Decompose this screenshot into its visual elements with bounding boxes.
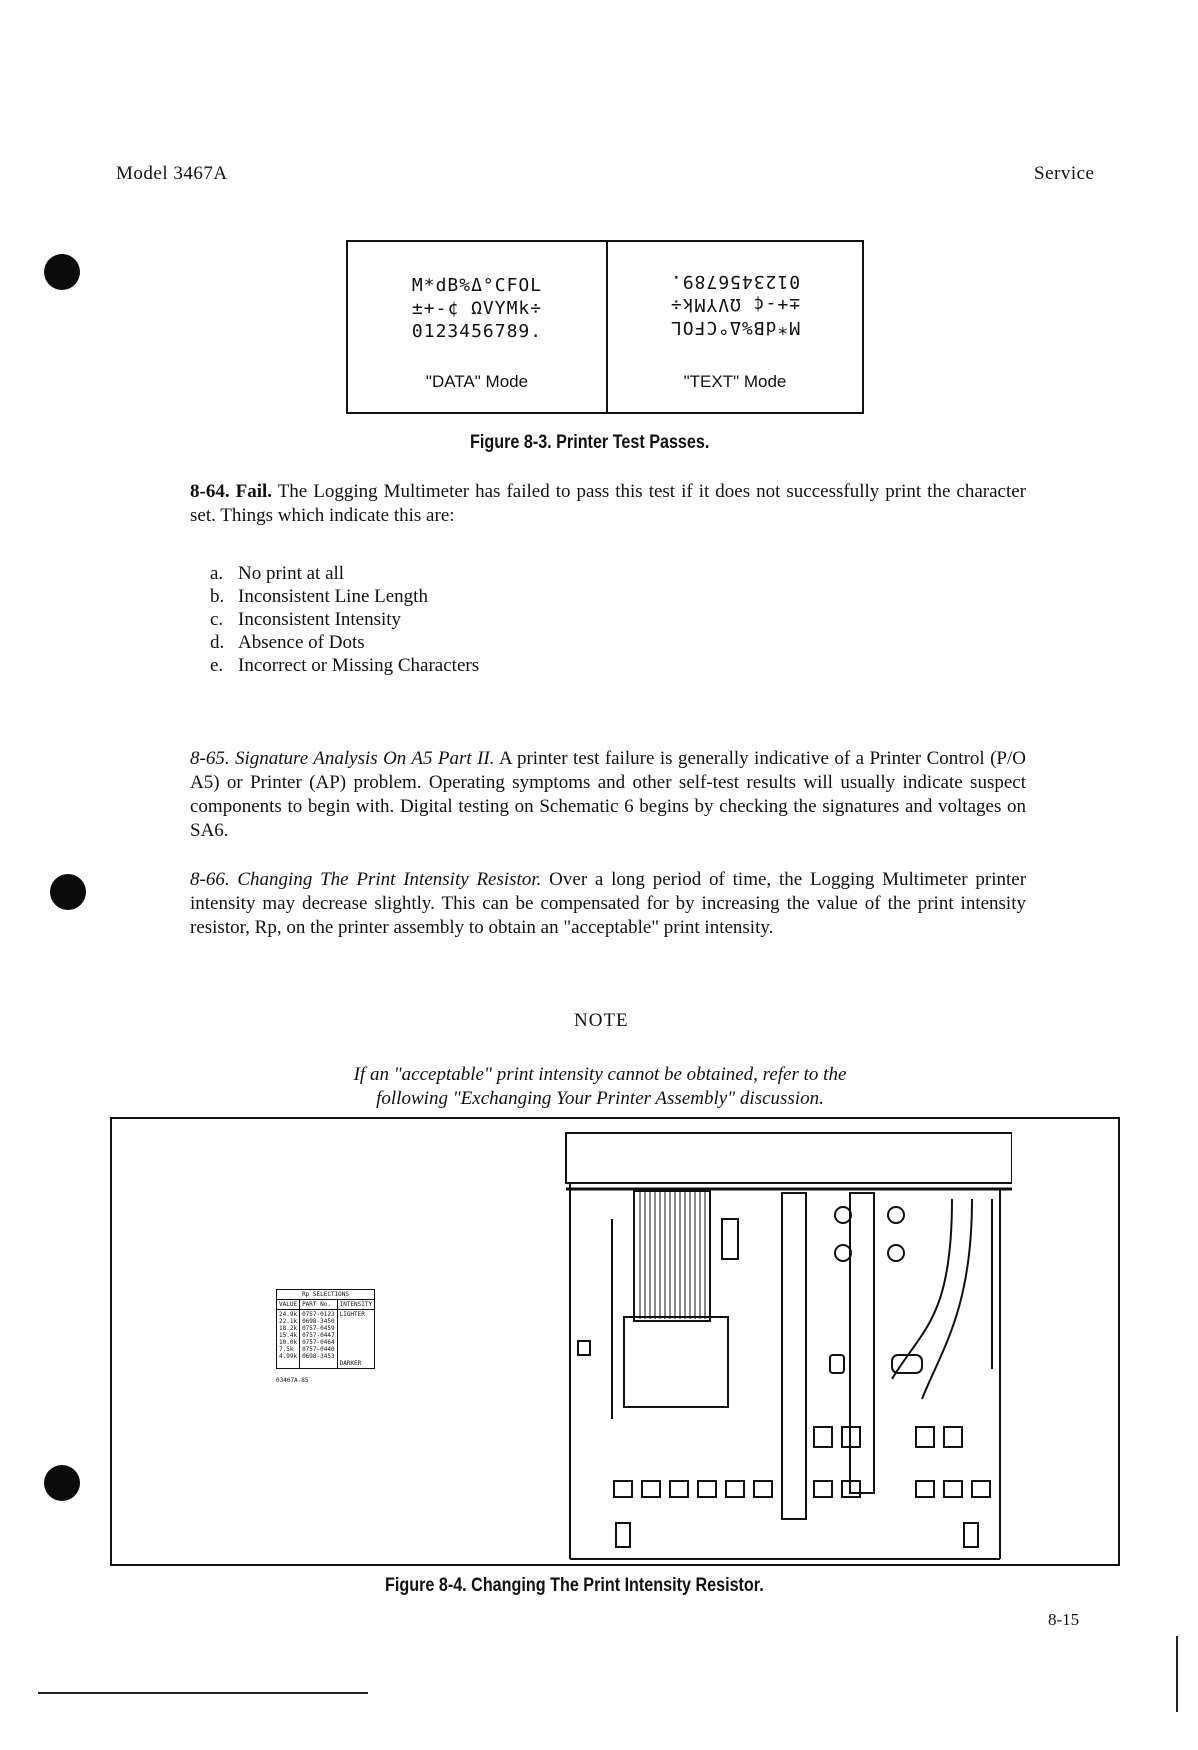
- paragraph-8-66: 8-66. Changing The Print Intensity Resistor. Over a long period of time, the Logging Multimeter printer intensity may decrease slightly. This can be compensated for by increasing the value of the print intensity resistor, Rp, on the printer assembly to obtain an "acceptable" print intensity.: [190, 869, 1027, 938]
- list-item: b. Inconsistent Line Length: [210, 586, 428, 607]
- binder-hole-bottom: [44, 1465, 80, 1501]
- paragraph-8-65: 8-65. Signature Analysis On A5 Part II. A printer test failure is generally indicative of a Printer Control (P/O A5) or Printer (AP) problem. Operating symptoms and other self-test results will usually indicate suspect components to begin with. Digital testing on Schematic 6 begins by checking the signatures and voltages on SA6.: [190, 748, 1026, 841]
- header-section: Service: [1034, 163, 1095, 184]
- binder-hole-top: [44, 254, 80, 290]
- page-number: 8-15: [1048, 1610, 1080, 1629]
- fail-indicator-list: [210, 562, 479, 677]
- table-header: INTENSITY: [337, 1300, 375, 1310]
- table-title: Rp SELECTIONS: [277, 1290, 375, 1300]
- rp-selection-table: [276, 1289, 375, 1384]
- binder-hole-middle: [50, 874, 86, 910]
- figure-reference-number: 03467A-85: [276, 1377, 309, 1384]
- text-mode-label: "TEXT" Mode: [683, 372, 787, 391]
- figure-8-4-printer-assembly: [110, 1117, 1120, 1566]
- scan-artifact-edge: [1176, 1636, 1178, 1712]
- data-mode-panel: [348, 242, 608, 412]
- paragraph-8-64: 8-64. Fail. The Logging Multimeter has failed to pass this test if it does not successfully print the character set. Things which indicate this are:: [190, 481, 1026, 526]
- header-model: Model 3467A: [116, 163, 228, 184]
- figure-8-3-printer-test: [346, 240, 864, 414]
- printer-assembly-drawing: [452, 1119, 1012, 1564]
- table-row: 24.9k 22.1k 18.2k 15.4k 10.0k 7.5k 4.99k 0757-0123 0698-3450 0757-0459 0757-0447 0757-0464 0757-0440 0698-3453 LIGHTER DARKER: [277, 1310, 375, 1369]
- text-mode-panel: [608, 242, 862, 412]
- data-mode-label: "DATA" Mode: [425, 372, 529, 391]
- figure-8-4-caption: Figure 8-4. Changing The Print Intensity Resistor.: [385, 1575, 764, 1596]
- scan-artifact-line: [38, 1692, 368, 1694]
- text-mode-characters: M*dB%Δ°CFOL ±+-¢ ΩVYMk÷ 0123456789.: [669, 271, 801, 338]
- list-item: d. Absence of Dots: [210, 632, 365, 653]
- data-mode-characters: M*dB%Δ°CFOL ±+-¢ ΩVYMk÷ 0123456789.: [411, 275, 543, 342]
- note-heading: NOTE: [574, 1010, 629, 1031]
- table-header: PART No.: [300, 1300, 338, 1310]
- table-header: VALUE: [277, 1300, 300, 1310]
- list-item: e. Incorrect or Missing Characters: [210, 655, 480, 676]
- list-item: a. No print at all: [210, 563, 345, 584]
- list-item: c. Inconsistent Intensity: [210, 609, 402, 630]
- figure-8-3-caption: Figure 8-3. Printer Test Passes.: [470, 432, 710, 453]
- note-body: If an "acceptable" print intensity cannot be obtained, refer to the following "Exchanging Your Printer Assembly" discussion.: [353, 1064, 847, 1109]
